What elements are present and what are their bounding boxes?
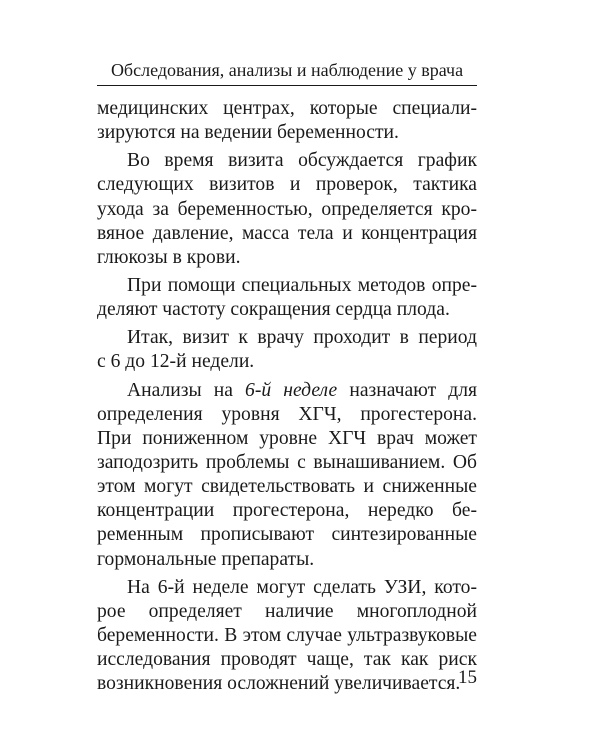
body-text xyxy=(97,97,477,696)
text-line: с 6 до 12-й недели. xyxy=(97,351,255,373)
header-rule xyxy=(97,85,477,86)
text-line: ухода за беременностью, определяется кро- xyxy=(97,198,477,220)
paragraph xyxy=(97,274,477,322)
text-line: концентрации прогестерона, нередко бе- xyxy=(97,500,477,522)
text-line: следующих визитов и проверок, тактика xyxy=(97,174,477,196)
text-line: гормональные препараты. xyxy=(97,548,315,570)
text-line: рое определяет наличие многоплодной xyxy=(97,600,477,622)
text-line: глюкозы в крови. xyxy=(97,246,241,268)
text-line: этом могут свидетельствовать и сниженные xyxy=(97,476,477,498)
text-line: Итак, визит к врачу проходит в период xyxy=(127,327,477,349)
text-line: ременным прописывают синтезированные xyxy=(97,524,477,546)
text-line: медицинских центрах, которые специали- xyxy=(97,98,477,119)
text-line: возникновения осложнений увеличивается. xyxy=(97,673,461,695)
text-line: определения уровня ХГЧ, прогестерона. xyxy=(97,403,477,425)
running-head: Обследования, анализы и наблюдение у врача xyxy=(110,60,464,80)
text-run: назначают для xyxy=(337,379,477,401)
text-run: Анализы на xyxy=(127,379,246,401)
text-line: зируются на ведении беременности. xyxy=(97,122,399,144)
text-line: При помощи специальных методов опре- xyxy=(127,274,477,296)
paragraph xyxy=(97,97,477,145)
emphasis-text: 6-й неделе xyxy=(245,379,338,401)
page-number: 15 xyxy=(458,667,477,688)
text-line: вяное давление, масса тела и концентрация xyxy=(97,222,477,244)
paragraph xyxy=(97,326,477,374)
text-line: Во время визита обсуждается график xyxy=(127,150,477,172)
text-line: беременности. В этом случае ультразвуковые xyxy=(97,624,477,646)
text-line: деляют частоту сокращения сердца плода. xyxy=(97,299,450,321)
text-line: заподозрить проблемы с вынашиванием. Об xyxy=(97,451,477,473)
text-line: На 6-й неделе могут сделать УЗИ, кото- xyxy=(127,576,477,598)
paragraph xyxy=(97,379,477,572)
paragraph xyxy=(97,149,477,270)
text-line: исследования проводят чаще, так как риск xyxy=(97,649,477,671)
text-line xyxy=(97,379,477,403)
text-line: При пониженном уровне ХГЧ врач может xyxy=(97,427,477,449)
